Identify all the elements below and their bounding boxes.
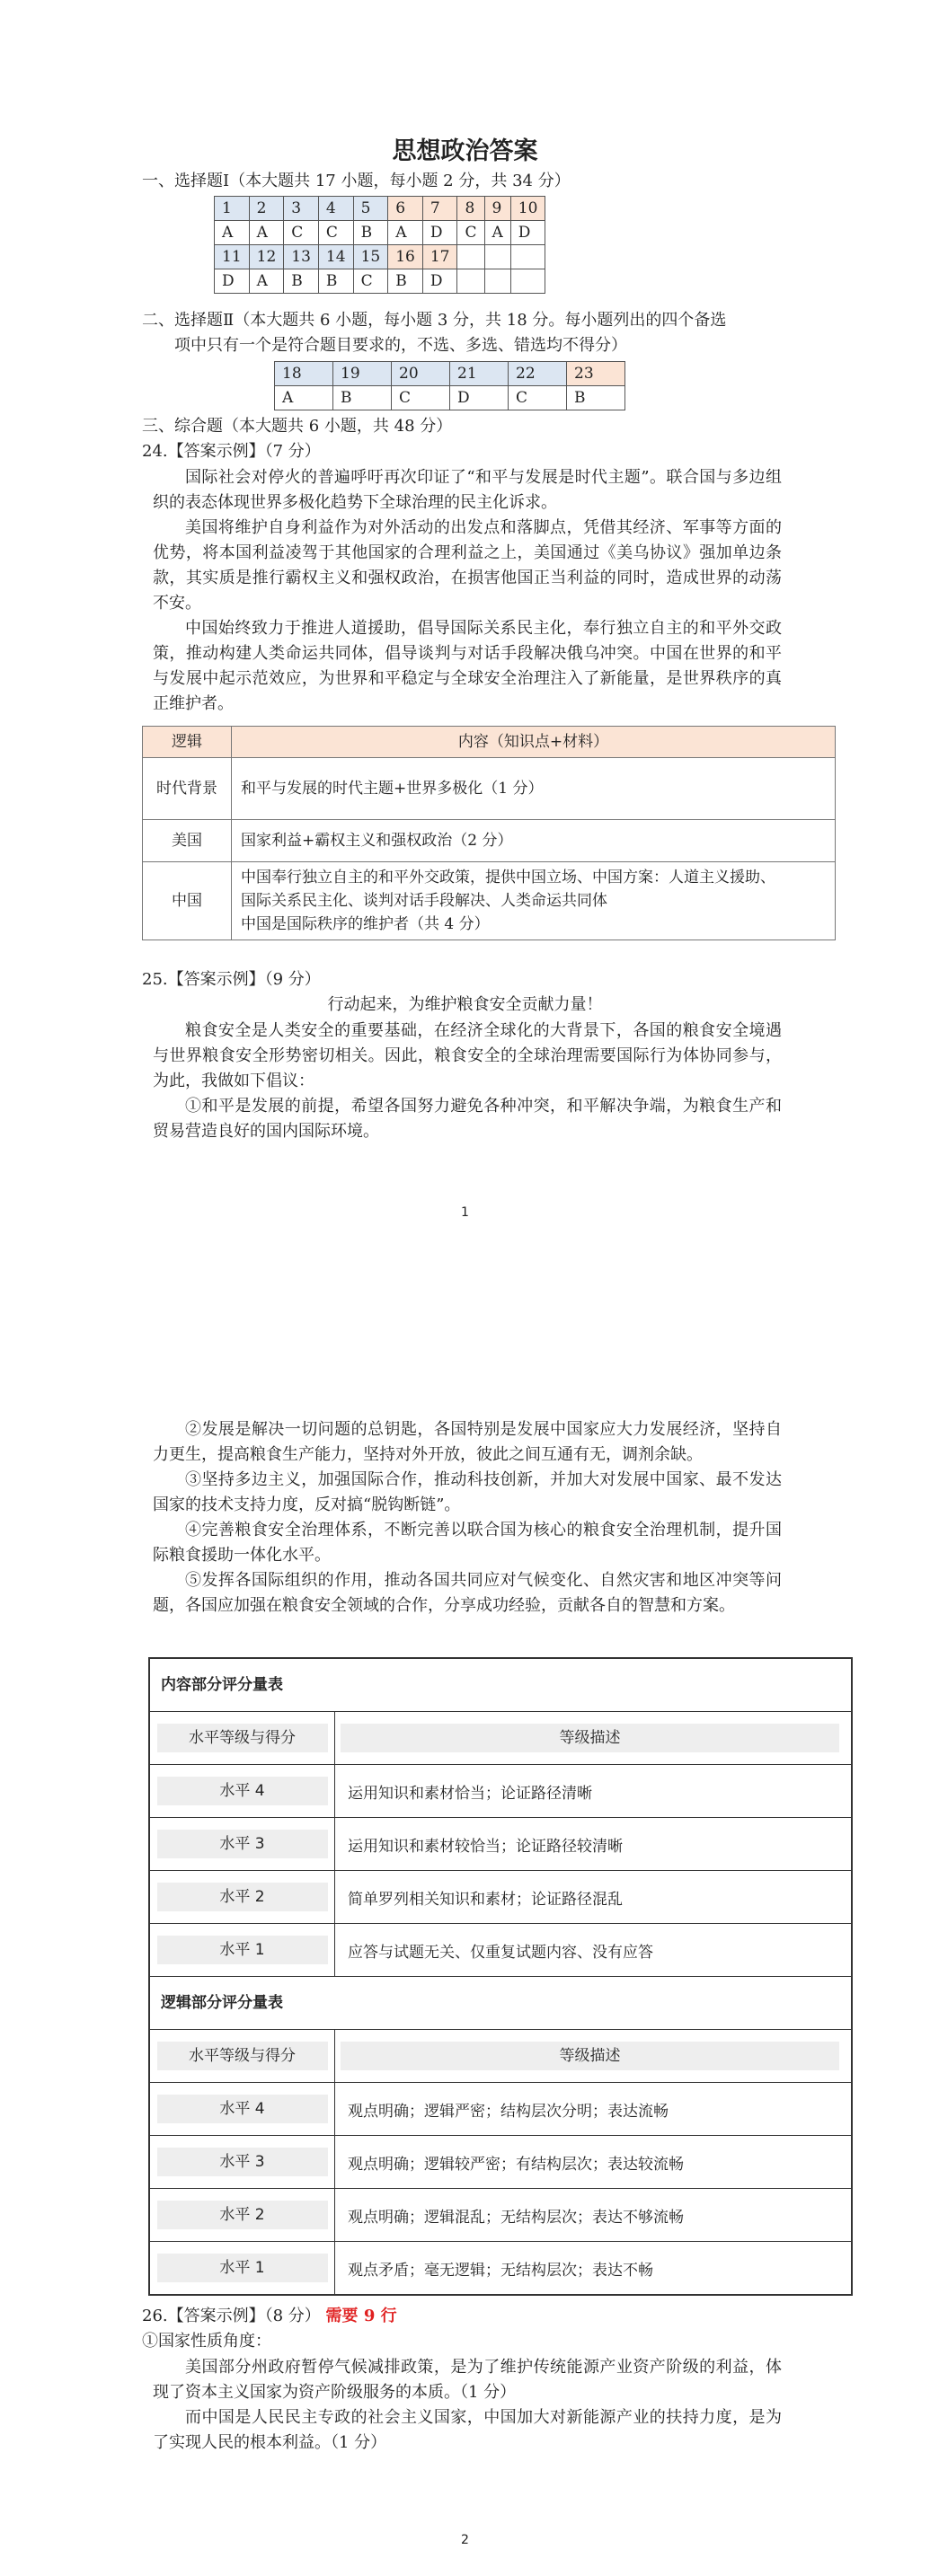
rubric-header: 水平等级与得分 — [157, 2042, 328, 2070]
rubric-level: 水平 3 — [157, 2148, 328, 2176]
answer-cell: A — [275, 386, 333, 410]
paragraph: ④完善粮食安全治理体系，不断完善以联合国为核心的粮食安全治理机制，提升国际粮食援助一体化水平。 — [153, 1521, 782, 1565]
rubric-header: 等级描述 — [341, 2042, 839, 2070]
q24-scoring-table — [142, 726, 836, 940]
rubric-header: 等级描述 — [341, 1724, 839, 1752]
row-content — [232, 862, 836, 940]
part2-heading-line2: 项中只有一个是符合题目要求的，不选、多选、错选均不得分） — [174, 336, 627, 355]
rubric-row — [150, 2083, 851, 2136]
answer-cell: D — [450, 386, 509, 410]
answer-cell: C — [318, 221, 353, 245]
answer-cell: A — [215, 221, 250, 245]
rubric-level: 水平 2 — [157, 1883, 328, 1911]
content-line: 国际关系民主化、谈判对话手段解决、人类命运共同体 — [241, 892, 607, 910]
answer-cell: B — [318, 269, 353, 294]
paragraph: ①和平是发展的前提，希望各国努力避免各种冲突，和平解决争端，为粮食生产和贸易营造良好的国内国际环境。 — [153, 1097, 782, 1141]
empty-cell — [510, 269, 545, 294]
q26-sub1: ①国家性质角度： — [142, 2332, 271, 2351]
rubric-desc: 运用知识和素材恰当；论证路径清晰 — [348, 1784, 592, 1803]
rubric-desc: 应答与试题无关、仅重复试题内容、没有应答 — [348, 1943, 653, 1962]
question-number: 3 — [284, 197, 319, 221]
question-number: 17 — [422, 245, 457, 269]
question-number: 13 — [284, 245, 319, 269]
rubric-level: 水平 3 — [157, 1830, 328, 1858]
paragraph: 美国部分州政府暂停气候减排政策，是为了维护传统能源产业资产阶级的利益，体现了资本主义国家为资产阶级服务的本质。（1 分） — [153, 2358, 782, 2402]
rubric-header-row — [150, 1712, 851, 1765]
rubric-level: 水平 4 — [157, 1777, 328, 1805]
answer-cell: D — [422, 221, 457, 245]
paragraph: 中国始终致力于推进人道援助，倡导国际关系民主化，奉行独立自主的和平外交政策，推动构建人类命运共同体，倡导谈判与对话手段解决俄乌冲突。中国在世界的和平与发展中起示范效应，为世界和平稳定与全球安全治理注入了新能量，是世界秩序的真正维护者。 — [153, 619, 782, 713]
paragraph: 国际社会对停火的普遍呼吁再次印证了“和平与发展是时代主题”。联合国与多边组织的表态体现世界多极化趋势下全球治理的民主化诉求。 — [153, 468, 782, 512]
rubric-level: 水平 1 — [157, 1936, 328, 1964]
page-number: 1 — [461, 1205, 469, 1220]
empty-cell — [510, 245, 545, 269]
paragraph: ⑤发挥各国际组织的作用，推动各国共同应对气候变化、自然灾害和地区冲突等问题，各国应加强在粮食安全领域的合作，分享成功经验，贡献各自的智慧和方案。 — [153, 1571, 782, 1615]
question-number: 19 — [333, 362, 392, 386]
answer-cell: A — [249, 269, 284, 294]
rubric-level: 水平 2 — [157, 2201, 328, 2229]
question-number: 16 — [388, 245, 423, 269]
rubric-desc: 简单罗列相关知识和素材；论证路径混乱 — [348, 1890, 623, 1909]
rubric-row — [150, 1765, 851, 1818]
row-label: 中国 — [143, 862, 232, 940]
answer-cell: D — [215, 269, 250, 294]
empty-cell — [457, 245, 484, 269]
question-number: 20 — [392, 362, 450, 386]
answer-cell: C — [284, 221, 319, 245]
question-number: 22 — [509, 362, 567, 386]
rubric-row — [150, 1924, 851, 1977]
content-line: 中国是国际秩序的维护者（共 4 分） — [241, 915, 490, 933]
answer-cell: A — [388, 221, 423, 245]
question-number: 21 — [450, 362, 509, 386]
rubric-desc: 观点矛盾；毫无逻辑；无结构层次；表达不畅 — [348, 2261, 653, 2280]
question-number: 10 — [510, 197, 545, 221]
q24-heading: 24.【答案示例】（7 分） — [142, 442, 321, 461]
question-number: 9 — [484, 197, 510, 221]
rubric-row — [150, 2189, 851, 2242]
rubric-level: 水平 4 — [157, 2095, 328, 2123]
paragraph: 美国将维护自身利益作为对外活动的出发点和落脚点，凭借其经济、军事等方面的优势，将本国利益凌驾于其他国家的合理利益之上，美国通过《美乌协议》强加单边条款，其实质是推行霸权主义和强权政治，在损害他国正当利益的同时，造成世界的动荡不安。 — [153, 518, 782, 613]
rubric-row — [150, 2242, 851, 2294]
question-number: 11 — [215, 245, 250, 269]
question-number: 23 — [567, 362, 625, 386]
scoring-rubric — [148, 1657, 853, 2296]
question-number: 8 — [457, 197, 484, 221]
q26-heading-line — [142, 2305, 397, 2328]
answer-cell: D — [510, 221, 545, 245]
answer-cell: A — [249, 221, 284, 245]
empty-cell — [484, 245, 510, 269]
answer-cell: C — [457, 221, 484, 245]
part3-heading: 三、综合题（本大题共 6 小题，共 48 分） — [142, 417, 453, 436]
answer-table-part1 — [214, 196, 545, 294]
question-number: 18 — [275, 362, 333, 386]
table-header: 逻辑 — [143, 727, 232, 758]
answer-cell: C — [509, 386, 567, 410]
question-number: 4 — [318, 197, 353, 221]
rubric-row — [150, 1871, 851, 1924]
rubric-level: 水平 1 — [157, 2254, 328, 2282]
empty-cell — [457, 269, 484, 294]
question-number: 1 — [215, 197, 250, 221]
row-label: 美国 — [143, 820, 232, 862]
rubric-desc: 运用知识和素材较恰当；论证路径较清晰 — [348, 1837, 623, 1856]
rubric-row — [150, 2136, 851, 2189]
page-number: 2 — [461, 2533, 469, 2547]
answer-table-part2 — [274, 361, 625, 410]
content-line: 中国奉行独立自主的和平外交政策，提供中国立场、中国方案：人道主义援助、 — [241, 869, 775, 887]
rubric-title: 内容部分评分量表 — [150, 1659, 851, 1712]
answer-cell: B — [567, 386, 625, 410]
question-number: 5 — [353, 197, 388, 221]
page-title: 思想政治答案 — [392, 137, 538, 165]
paragraph: ③坚持多边主义，加强国际合作，推动科技创新，并加大对发展中国家、最不发达国家的技术支持力度，反对搞“脱钩断链”。 — [153, 1470, 782, 1514]
paragraph: 粮食安全是人类安全的重要基础，在经济全球化的大背景下，各国的粮食安全境遇与世界粮食安全形势密切相关。因此，粮食安全的全球治理需要国际行为体协同参与，为此，我做如下倡议： — [153, 1021, 782, 1090]
rubric-title: 逻辑部分评分量表 — [150, 1977, 851, 2030]
part1-heading: 一、选择题Ⅰ（本大题共 17 小题，每小题 2 分，共 34 分） — [142, 172, 571, 190]
empty-cell — [484, 269, 510, 294]
row-content: 国家利益+霸权主义和强权政治（2 分） — [232, 820, 836, 862]
rubric-desc: 观点明确；逻辑混乱；无结构层次；表达不够流畅 — [348, 2208, 684, 2227]
part2-heading-line1: 二、选择题Ⅱ（本大题共 6 小题，每小题 3 分，共 18 分。每小题列出的四个备选 — [142, 311, 727, 330]
q25-subtitle: 行动起来，为维护粮食安全贡献力量！ — [327, 995, 603, 1014]
q25-body-page1 — [153, 1019, 782, 1144]
answer-cell: B — [353, 221, 388, 245]
answer-cell: B — [284, 269, 319, 294]
question-number: 15 — [353, 245, 388, 269]
question-number: 7 — [422, 197, 457, 221]
row-label: 时代背景 — [143, 758, 232, 820]
rubric-desc: 观点明确；逻辑严密；结构层次分明；表达流畅 — [348, 2102, 669, 2121]
answer-cell: D — [422, 269, 457, 294]
answer-cell: B — [333, 386, 392, 410]
question-number: 2 — [249, 197, 284, 221]
rubric-desc: 观点明确；逻辑较严密；有结构层次；表达较流畅 — [348, 2155, 684, 2174]
row-content: 和平与发展的时代主题+世界多极化（1 分） — [232, 758, 836, 820]
answer-cell: C — [392, 386, 450, 410]
paragraph: 而中国是人民民主专政的社会主义国家，中国加大对新能源产业的扶持力度，是为了实现人民的根本利益。（1 分） — [153, 2408, 782, 2452]
table-header: 内容（知识点+材料） — [232, 727, 836, 758]
q26-heading: 26.【答案示例】（8 分） — [142, 2307, 321, 2325]
q24-body — [153, 465, 782, 717]
question-number: 12 — [249, 245, 284, 269]
question-number: 6 — [388, 197, 423, 221]
answer-cell: C — [353, 269, 388, 294]
rubric-header: 水平等级与得分 — [157, 1724, 328, 1752]
paragraph: ②发展是解决一切问题的总钥匙，各国特别是发展中国家应大力发展经济，坚持自力更生，提高粮食生产能力，坚持对外开放，彼此之间互通有无，调剂余缺。 — [153, 1420, 782, 1464]
rubric-header-row — [150, 2030, 851, 2083]
q25-heading: 25.【答案示例】（9 分） — [142, 970, 321, 989]
answer-cell: B — [388, 269, 423, 294]
rubric-row — [150, 1818, 851, 1871]
answer-cell: A — [484, 221, 510, 245]
q25-body-page2 — [153, 1417, 782, 1619]
question-number: 14 — [318, 245, 353, 269]
q26-body — [153, 2355, 782, 2456]
q26-note: 需要 9 行 — [325, 2307, 397, 2325]
